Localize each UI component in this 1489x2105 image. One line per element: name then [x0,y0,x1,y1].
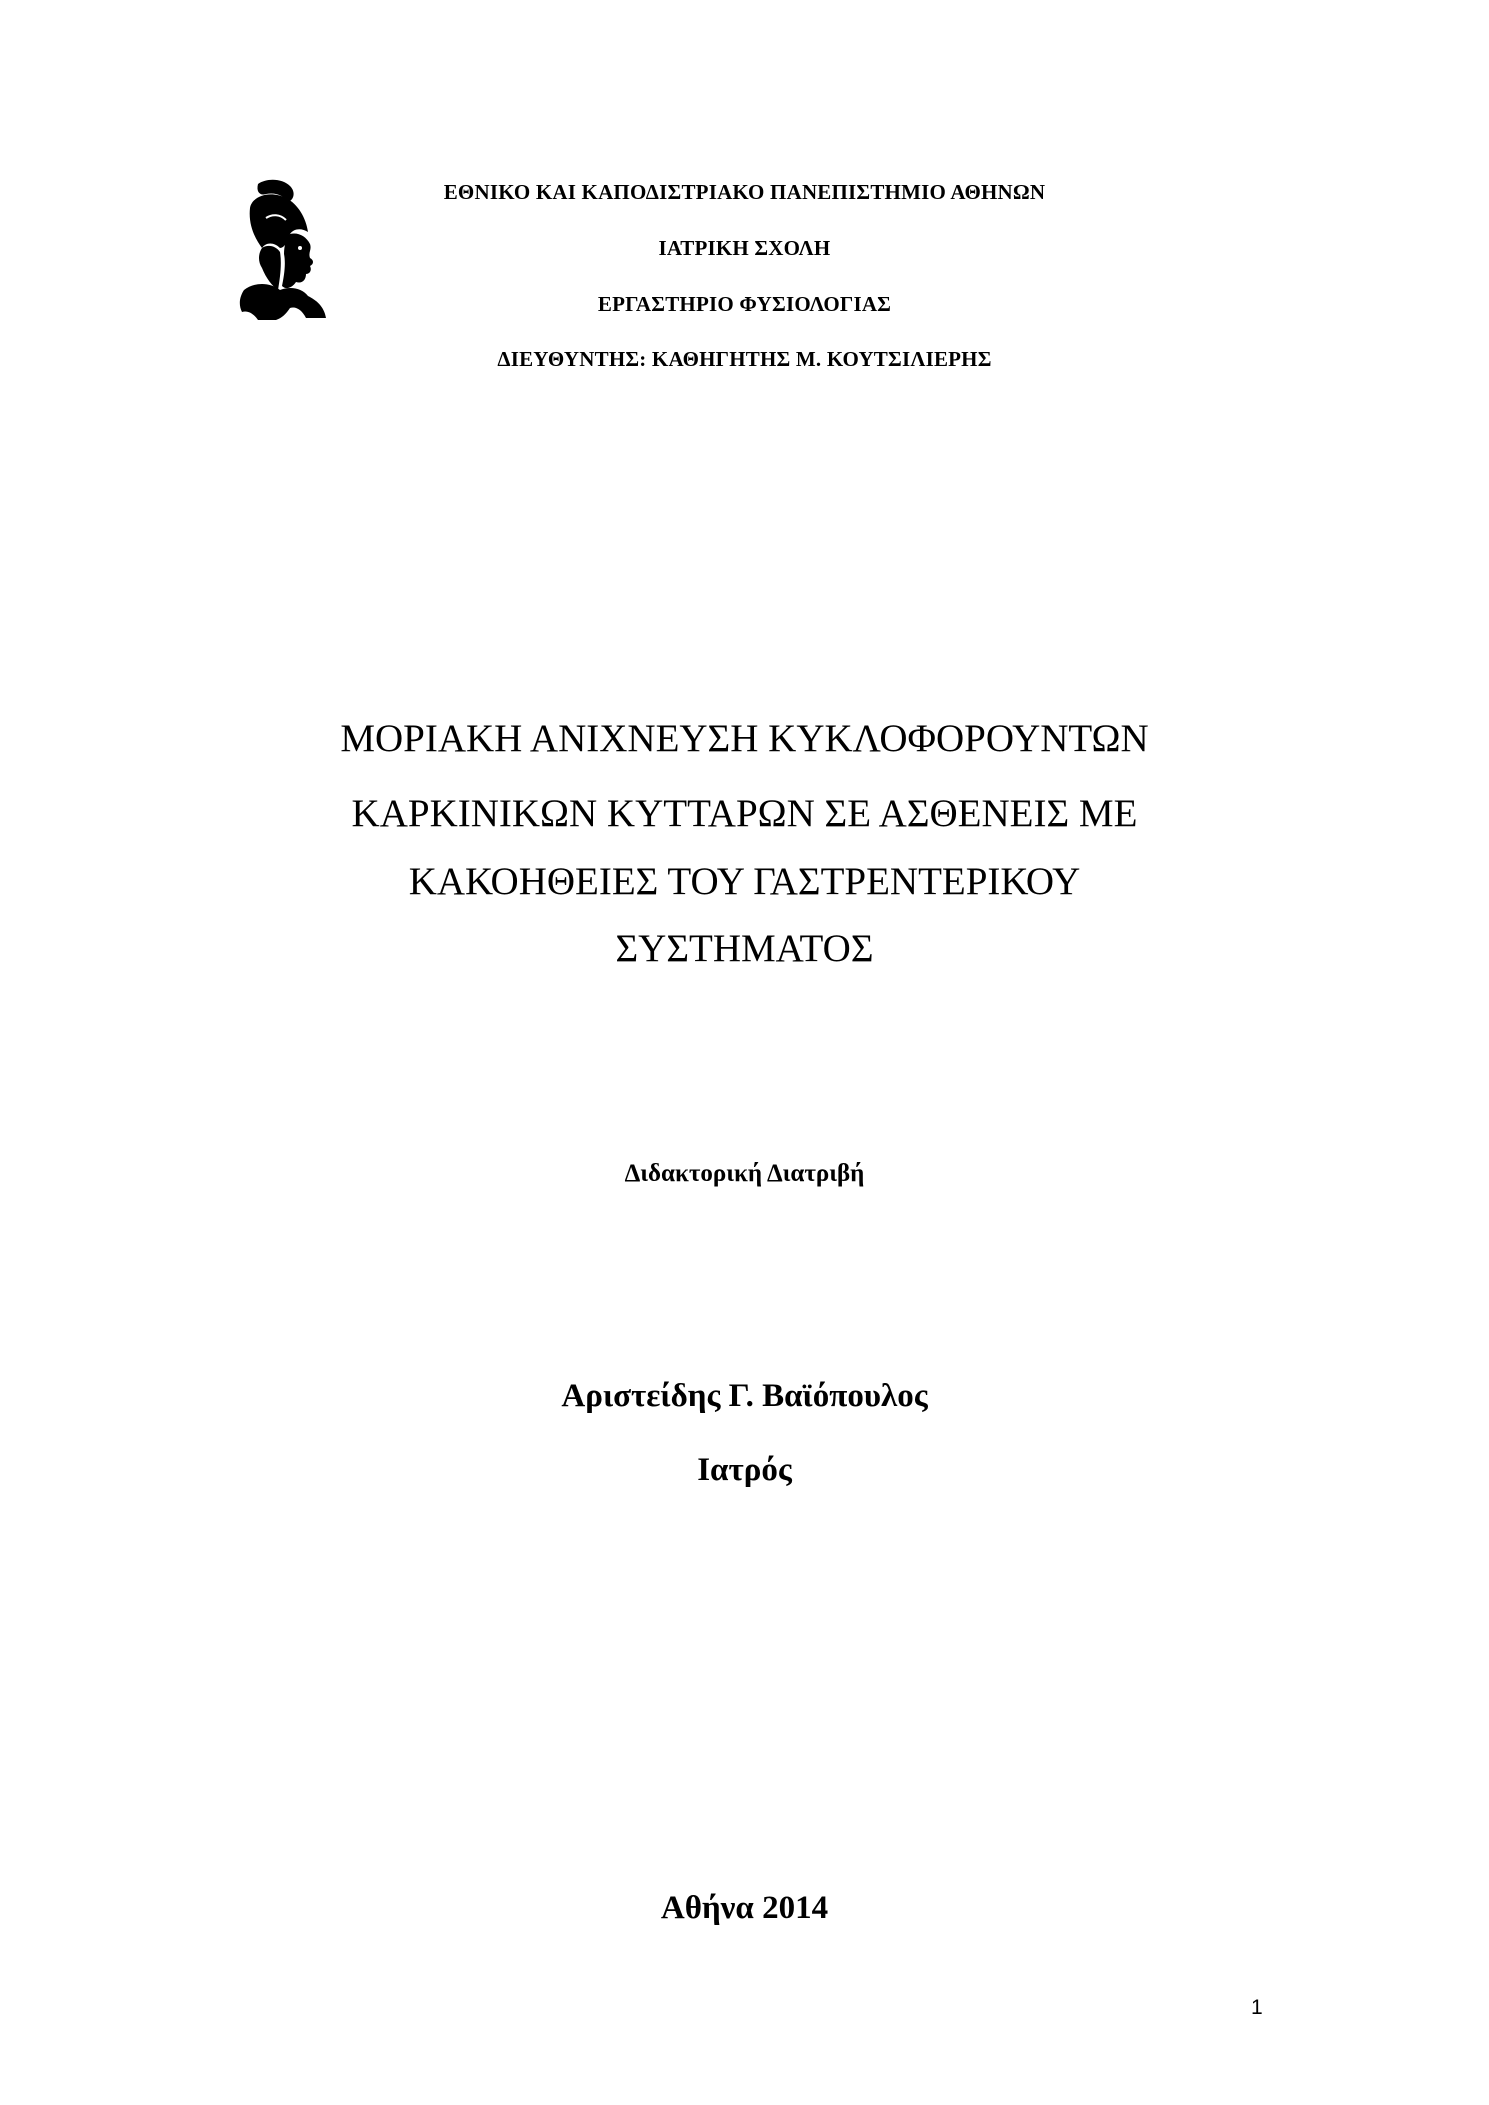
place-year: Αθήνα 2014 [660,1890,829,1926]
university-name: ΕΘΝΙΚΟ ΚΑΙ ΚΑΠΟΔΙΣΤΡΙΑΚΟ ΠΑΝΕΠΙΣΤΗΜΙΟ ΑΘΗΝΩΝ [443,180,1046,204]
document-type: Διδακτορική Διατριβή [624,1160,865,1187]
author-name: Αριστείδης Γ. Βαϊόπουλος [561,1378,928,1414]
page-number: 1 [1251,1996,1263,2019]
school-name: ΙΑΤΡΙΚΗ ΣΧΟΛΗ [658,236,831,260]
thesis-title-line-4: ΣΥΣΤΗΜΑΤΟΣ [615,927,874,970]
author-role: Ιατρός [697,1452,792,1488]
thesis-title-line-3: ΚΑΚΟΗΘΕΙΕΣ ΤΟΥ ΓΑΣΤΡΕΝΤΕΡΙΚΟΥ [408,860,1081,903]
director-line: ΔΙΕΥΘΥΝΤΗΣ: ΚΑΘΗΓΗΤΗΣ Μ. ΚΟΥΤΣΙΛΙΕΡΗΣ [497,347,992,371]
thesis-title-line-2: ΚΑΡΚΙΝΙΚΩΝ ΚΥΤΤΑΡΩΝ ΣΕ ΑΣΘΕΝΕΙΣ ΜΕ [351,792,1138,835]
thesis-title-line-1: ΜΟΡΙΑΚΗ ΑΝΙΧΝΕΥΣΗ ΚΥΚΛΟΦΟΡΟΥΝΤΩΝ [340,717,1149,760]
laboratory-name: ΕΡΓΑΣΤΗΡΙΟ ΦΥΣΙΟΛΟΓΙΑΣ [597,292,892,316]
